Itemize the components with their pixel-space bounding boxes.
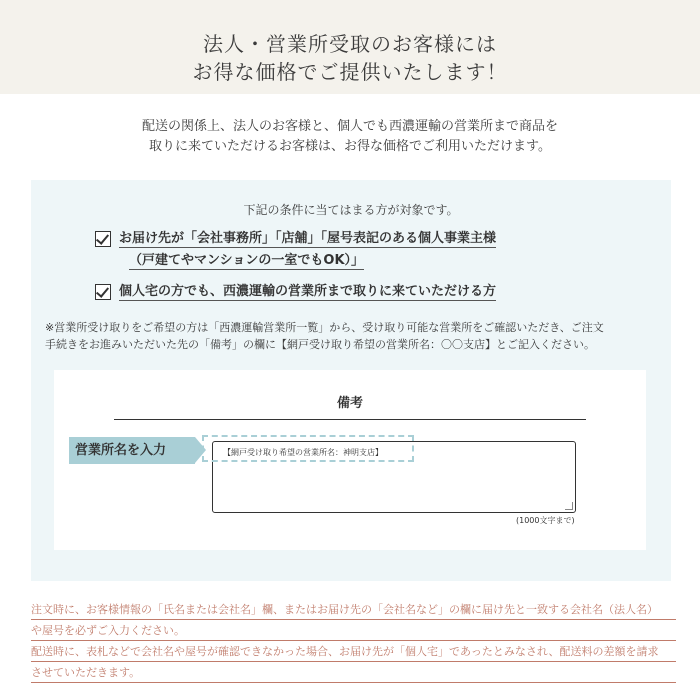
condition-item-1 [119, 228, 496, 272]
header-title-line1: 法人・営業所受取のお客様には [203, 32, 497, 56]
checkbox-checked-icon [95, 284, 111, 300]
resize-handle-icon [565, 502, 573, 510]
intro-line2: 取りに来ていただけるお客様は、お得な価格でご利用いただけます。 [149, 139, 551, 154]
remarks-example-card [54, 370, 646, 550]
intro-text [0, 117, 700, 157]
footer-line2: や屋号を必ずご入力ください。 [31, 621, 676, 641]
branch-name-tag: 営業所名を入力 [69, 437, 195, 464]
pickup-note-line2: 手続きをお進みいただいた先の「備考」の欄に【網戸受け取り希望の営業所名：〇〇支店】とご記入ください。 [45, 338, 595, 351]
pickup-note-line1: ※営業所受け取りをご希望の方は「西濃運輸営業所一覧」から、受け取り可能な営業所をご確認いただき、ご注文 [45, 321, 604, 334]
condition-item-2 [119, 281, 496, 303]
remarks-textarea-value: 【網戸受け取り希望の営業所名：神明支店】 [223, 448, 383, 457]
conditions-title: 下記の条件に当てはまる方が対象です。 [243, 203, 459, 217]
char-limit-text: (1000文字まで) [516, 516, 575, 525]
intro-line1: 配送の関係上、法人のお客様と、個人でも西濃運輸の営業所まで商品を [141, 119, 558, 134]
conditions-panel [31, 180, 671, 581]
footer-line1: 注文時に、お客様情報の「氏名または会社名」欄、またはお届け先の「会社名など」の欄に届け先と一致する会社名（法人名） [31, 600, 676, 620]
highlight-dashed-box [202, 435, 414, 462]
footer-line4: させていただきます。 [31, 663, 676, 683]
remarks-heading: 備考 [114, 392, 586, 420]
footer-warning [31, 600, 676, 684]
header-banner [0, 0, 700, 94]
pickup-note [45, 319, 665, 353]
footer-line3: 配送時に、表札などで会社名や屋号が確認できなかった場合、お届け先が「個人宅」であったとみなされ、配送料の差額を請求 [31, 642, 676, 662]
condition-item-1-line2: （戸建てやマンションの一室でもOK）」 [129, 253, 365, 268]
header-title-line2: お得な価格でご提供いたします！ [192, 60, 508, 84]
checkbox-checked-icon [95, 231, 111, 247]
condition-item-2-text: 個人宅の方でも、西濃運輸の営業所まで取りに来ていただける方 [119, 284, 497, 299]
condition-item-1-line1: お届け先が「会社事務所」「店舗」「屋号表記のある個人事業主様 [119, 231, 497, 246]
